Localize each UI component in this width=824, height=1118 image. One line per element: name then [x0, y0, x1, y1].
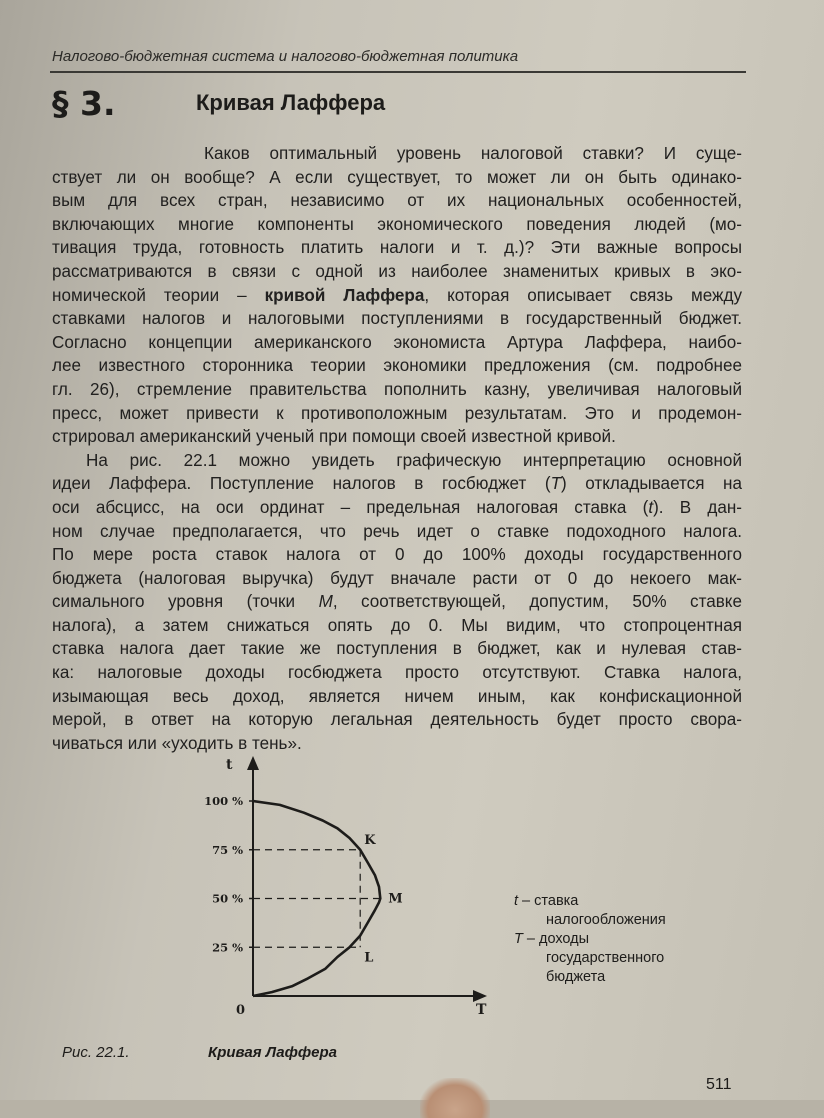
text-line — [52, 496, 742, 520]
text-line: ка: налоговые доходы госбюджета просто отсутствуют. Ставка налога, — [52, 663, 742, 683]
text-run: оси абсцисс, на оси ординат – предельная налоговая ставка ( — [52, 497, 649, 517]
origin-label: 0 — [236, 1003, 246, 1018]
legend-T-desc: государственного — [546, 950, 665, 966]
text-run: , которая описывает связь между — [424, 285, 742, 305]
symbol-M: M — [318, 592, 333, 612]
symbol-t: t — [648, 497, 654, 517]
legend-t-label: – ставка — [518, 893, 579, 909]
text-line: чиваться или «уходить в тень». — [52, 733, 302, 753]
legend-t-desc: налогообложения — [546, 912, 666, 928]
figure-caption — [62, 1044, 337, 1061]
text-run: ) откладывается на — [561, 474, 742, 494]
text-line: рассматриваются в связи с одной из наиболее знаменитых кривых в эко- — [52, 261, 742, 281]
y-tick-label-75: 75 % — [212, 842, 243, 857]
text-line: бюджета (налоговая выручка) будут вначале расти от 0 до некоего мак- — [52, 568, 742, 588]
text-line: ставка налога дает такие же поступления в бюджет, как и нулевая став- — [52, 639, 742, 659]
legend-T-label: – доходы — [522, 931, 590, 947]
laffer-curve-chart — [195, 752, 505, 1022]
text-line: ставками налогов и налоговыми поступлениями в государственный бюджет. — [52, 309, 742, 329]
text-line: Согласно концепции американского экономиста Артура Лаффера, наибо- — [52, 332, 742, 352]
text-run: ). В дан- — [653, 497, 742, 517]
text-line — [52, 284, 742, 308]
text-line: гл. 26), стремление правительства пополнить казну, увеличивая налоговый — [52, 379, 742, 399]
x-axis-label: T — [476, 1002, 487, 1018]
y-axis-label: t — [226, 757, 233, 773]
text-line: лее известного сторонника теории экономики предложения (см. подробнее — [52, 356, 742, 376]
text-line: По мере роста ставок налога от 0 до 100% доходы государственного — [52, 545, 742, 565]
text-line: мерой, в ответ на которую легальная деятельность будет просто свора- — [52, 710, 742, 730]
text-line: ном случае предполагается, что речь идет о ставке подоходного налога. — [52, 521, 742, 541]
text-line — [52, 472, 742, 496]
legend-T-row — [514, 930, 734, 949]
caption-title: Кривая Лаффера — [208, 1044, 337, 1061]
term-laffer-curve: кривой Лаффера — [264, 285, 425, 305]
chart-legend — [514, 892, 734, 987]
legend-T-symbol: T — [514, 931, 523, 947]
text-run: , соответствующей, допустим, 50% ставке — [332, 592, 742, 612]
finger-shadow — [420, 1078, 490, 1118]
symbol-T: T — [550, 474, 562, 494]
text-line: Каков оптимальный уровень налоговой ставки? И суще- — [204, 144, 742, 163]
y-axis-arrow — [247, 756, 259, 770]
text-run: симального уровня (точки — [52, 592, 296, 612]
text-line: вым для всех стран, независимо от их национальных особенностей, — [52, 191, 742, 211]
text-run: номической теории – — [52, 285, 247, 305]
text-line: изымающая весь доход, является ничем иным, как конфискационной — [52, 686, 742, 706]
point-label-k: K — [364, 832, 376, 848]
section-title: Кривая Лаффера — [196, 90, 386, 115]
point-label-m: M — [388, 891, 403, 907]
legend-t-row — [514, 892, 734, 911]
text-line: пресс, может привести к противоположным результатам. Это и продемон- — [52, 403, 742, 423]
running-head: Налогово-бюджетная система и налогово-бюджетная политика — [52, 48, 519, 65]
legend-T-desc: бюджета — [546, 969, 606, 985]
header-rule — [50, 71, 746, 73]
text-line: стрировал американский ученый при помощи своей известной кривой. — [52, 427, 616, 447]
caption-label: Рис. 22.1. — [62, 1044, 130, 1061]
y-tick-label-100: 100 % — [204, 794, 243, 808]
text-line: налога), а затем снижаться опять до 0. Мы видим, что стопроцентная — [52, 615, 742, 635]
legend-t-symbol: t — [514, 893, 519, 909]
text-line: включающих многие компоненты экономического поведения людей (мо- — [52, 214, 742, 234]
text-line: тивация труда, готовность платить налоги и т. д.)? Эти важные вопросы — [52, 238, 742, 258]
text-line: ствует ли он вообще? А если существует, то может ли он быть одинако- — [52, 167, 742, 187]
x-axis-arrow — [473, 990, 487, 1002]
body-text — [52, 142, 742, 755]
text-line — [52, 590, 742, 614]
y-tick-label-25: 25 % — [212, 940, 243, 955]
section-number: § 3. — [52, 84, 116, 123]
text-run: идеи Лаффера. Поступление налогов в госбюджет ( — [52, 474, 551, 494]
page-number: 511 — [706, 1076, 732, 1093]
point-label-l: L — [364, 950, 374, 966]
y-tick-label-50: 50 % — [212, 891, 243, 906]
chart-marks — [204, 794, 403, 996]
text-line: На рис. 22.1 можно увидеть графическую интерпретацию основной — [86, 450, 742, 470]
